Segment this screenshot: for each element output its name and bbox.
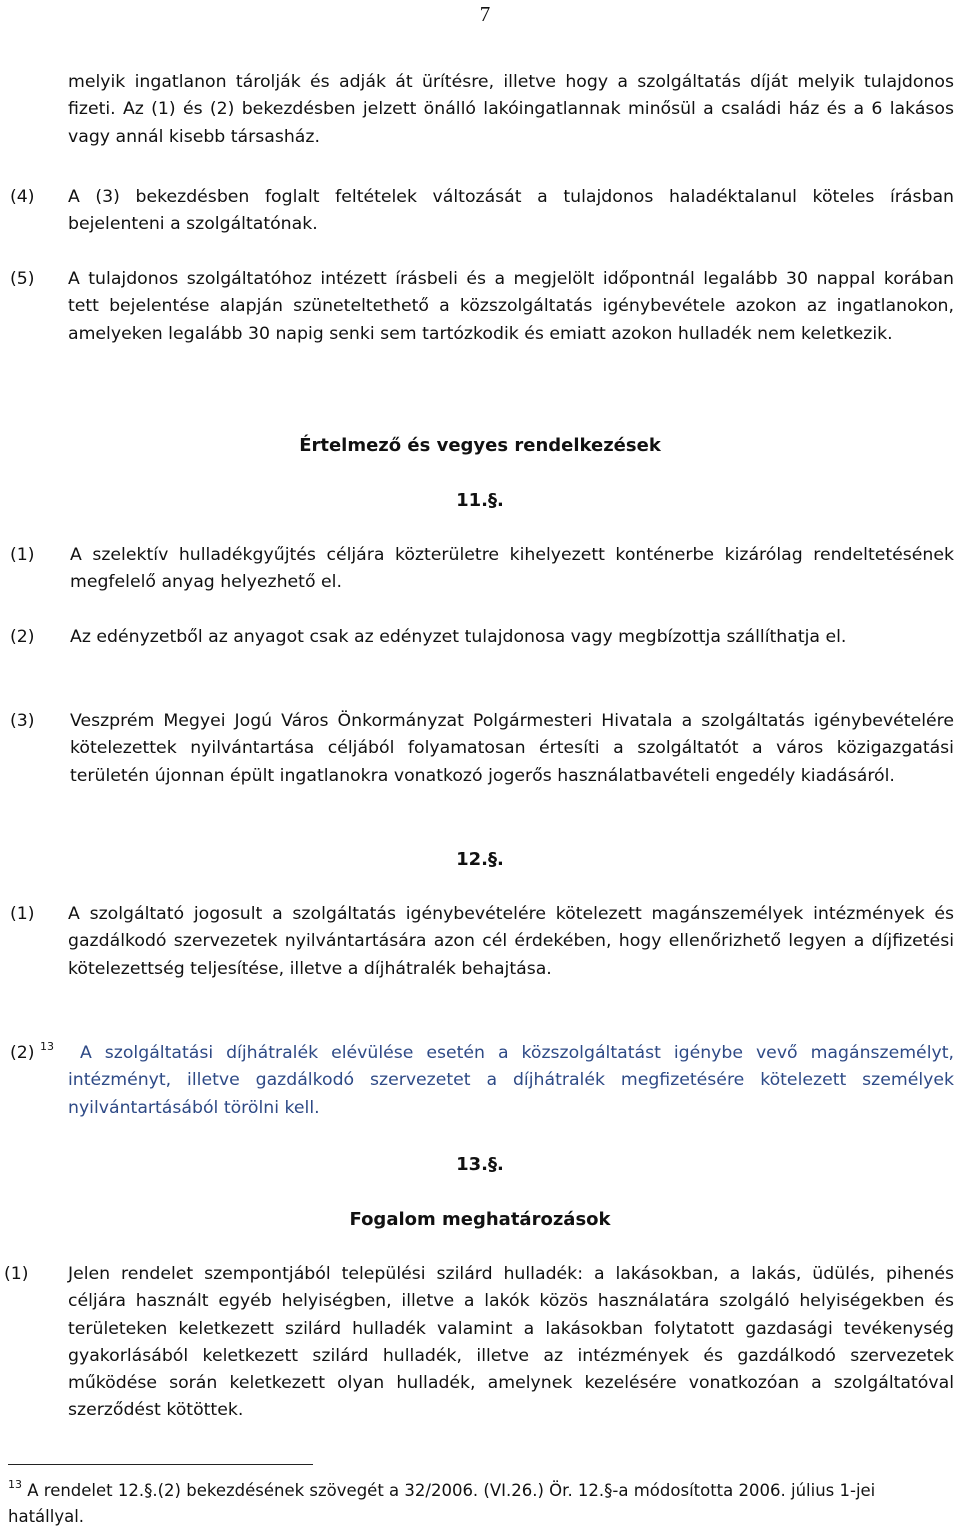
- s11-item-3-text: Veszprém Megyei Jogú Város Önkormányzat Polgármesteri Hivatala a szolgáltatás igénybevételére kötelezettek nyilvántartása céljából folyamatosan értesíti a szolgáltatót a város közigazgatási területén újonnan épült ingatlanokra vonatkozó jogerős használatbavételi engedély kiadásáról.: [70, 711, 954, 786]
- footnote: [8, 1478, 948, 1530]
- section-13-title: 13.§.: [456, 1154, 504, 1175]
- section-12-title: 12.§.: [456, 849, 504, 870]
- paragraph-4-number: (4): [10, 187, 35, 207]
- footnote-reference-13: 13: [39, 1040, 54, 1053]
- s12-item-2-number: [10, 1040, 54, 1067]
- s12-item-1-text: A szolgáltató jogosult a szolgáltatás igénybevételére kötelezett magánszemélyek intézmények és gazdálkodó szervezetek nyilvántartására azon cél érdekében, hogy ellenőrizhető legyen a díjfizetési kötelezettség teljesítése, illetve a díjhátralék behajtása.: [68, 904, 954, 979]
- footnote-text: A rendelet 12.§.(2) bekezdésének szövegét a 32/2006. (VI.26.) Ör. 12.§-a módosította 2006. július 1-jei hatállyal.: [8, 1481, 876, 1526]
- s11-item-1-number: (1): [10, 545, 35, 565]
- s12-item-2-num: (2): [10, 1043, 35, 1063]
- paragraph-5-text: A tulajdonos szolgáltatóhoz intézett írásbeli és a megjelölt időpontnál legalább 30 nappal korában tett bejelentése alapján szüneteltethető a közszolgáltatás igénybevétele azokon az ingatlanokon, amelyeken legalább 30 napig senki sem tartózkodik és emiatt azokon hulladék nem keletkezik.: [68, 269, 954, 344]
- s13-item-1-number: (1): [4, 1264, 29, 1284]
- s11-item-3-number: (3): [10, 711, 35, 731]
- s12-item-2-text: A szolgáltatási díjhátralék elévülése esetén a közszolgáltatást igénybe vevő magánszemélyt, intézményt, illetve gazdálkodó szervezetet a díjhátralék megfizetésére kötelezett személyek nyilvántartásából törölni kell.: [68, 1043, 954, 1118]
- s11-item-2-text: Az edényzetből az anyagot csak az edényzet tulajdonosa vagy megbízottja szállíthatja el.: [70, 627, 847, 647]
- section-heading-interpretive: Értelmező és vegyes rendelkezések: [299, 435, 661, 456]
- section-13-subtitle: Fogalom meghatározások: [349, 1209, 611, 1230]
- paragraph-4-text: A (3) bekezdésben foglalt feltételek változását a tulajdonos haladéktalanul köteles írásban bejelenteni a szolgáltatónak.: [68, 187, 954, 235]
- s11-item-2-number: (2): [10, 627, 35, 647]
- paragraph-5-number: (5): [10, 269, 35, 289]
- footnote-number: 13: [8, 1478, 22, 1491]
- section-11-title: 11.§.: [456, 490, 504, 511]
- s12-item-1-number: (1): [10, 904, 35, 924]
- footnote-separator: [8, 1464, 313, 1465]
- s11-item-1-text: A szelektív hulladékgyűjtés céljára közterületre kihelyezett konténerbe kizárólag rendeltetésének megfelelő anyag helyezhető el.: [70, 545, 954, 593]
- intro-paragraph: melyik ingatlanon tárolják és adják át ürítésre, illetve hogy a szolgáltatás díját melyik tulajdonos fizeti. Az (1) és (2) bekezdésben jelzett önálló lakóingatlannak minősül a családi ház és a 6 lakásos vagy annál kisebb társasház.: [68, 72, 954, 147]
- page-number: 7: [479, 2, 491, 26]
- s13-item-1-text: Jelen rendelet szempontjából települési szilárd hulladék: a lakásokban, a lakás, üdülés, pihenés céljára használt egyéb helyiségben, illetve a lakók közös használatára szolgáló helyiségekben és területeken keletkezett szilárd hulladék valamint a lakásokban folytatott gazdasági tevékenység gyakorlásából keletkezett szilárd hulladék, illetve az intézmények és gazdálkodó szervezetek működése során keletkezett olyan hulladék, amelynek kezelésére vonatkozóan a szolgáltatóval szerződést kötöttek.: [68, 1264, 954, 1421]
